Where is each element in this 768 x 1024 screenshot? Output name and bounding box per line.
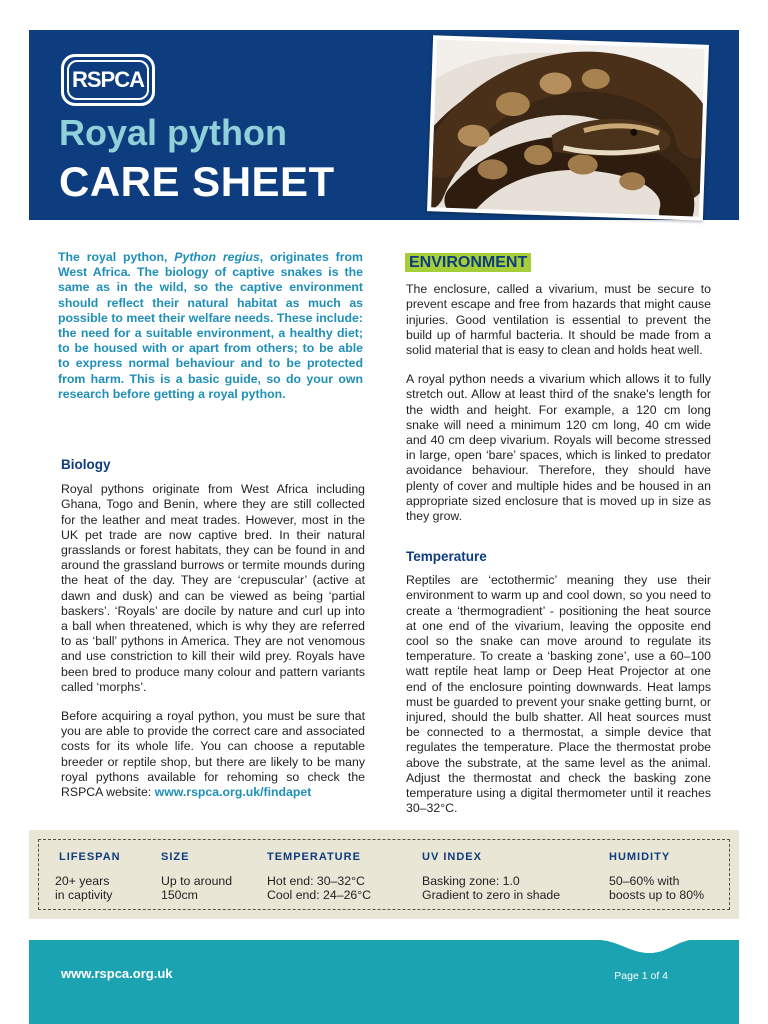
fact-label-lifespan: LIFESPAN — [59, 851, 121, 863]
temperature-paragraph-1: Reptiles are ‘ectothermic’ meaning they use their environment to warm up and cool down, so you need to create a ‘thermogradient’ - positioning the heat source at one end of the vivarium, leaving the opposite end cool so the snake can move around to regulate its temperature. To create a ‘basking zone’, use a 60–100 watt reptile heat lamp or Deep Heat Projector at one end of the enclosure pointing downwards. Heat lamps must be guarded to prevent your snake getting burnt, or injured, should the bulb shatter. All heat sources must be connected to a thermostat, a simple device that regulates the temperature. Place the thermostat probe above the substrate, at the same level as the animal. Adjust the thermostat and check the basking zone temperature using a digital thermometer until it reaches 30–32°C. — [406, 573, 711, 816]
fact-lifespan — [55, 850, 121, 903]
fact-label-size: SIZE — [161, 851, 190, 863]
fact-value-uv-index-2: Gradient to zero in shade — [422, 888, 561, 902]
species-latin-name: Python regius — [174, 250, 260, 264]
python-image — [431, 39, 705, 216]
rspca-logo[interactable] — [61, 54, 155, 106]
fact-label-uv-index: UV INDEX — [422, 851, 482, 863]
fact-value-temperature-1: Hot end: 30–32°C — [267, 873, 365, 888]
fact-value-uv-index-1: Basking zone: 1.0 — [422, 873, 520, 888]
page-title-species: Royal python — [59, 112, 288, 153]
fact-label-temperature: TEMPERATURE — [267, 851, 361, 863]
temperature-section — [406, 549, 711, 830]
page-number: Page 1 of 4 — [614, 970, 668, 982]
intro-paragraph — [58, 250, 363, 402]
fact-temperature — [267, 850, 371, 903]
environment-paragraph-2: A royal python needs a vivarium which allows it to fully stretch out. Allow at least third of the snake's length for the width and height. For example, a 120 cm long snake will need a minimum 120 cm long, 40 cm wide and 40 cm deep vivarium. Royals will become stressed in large, open ‘bare’ spaces, which is linked to predator avoidance behaviour. Therefore, they should have plenty of cover and multiple hides and be housed in an appropriate sized enclosure that is moved up in size as they grow. — [406, 372, 711, 524]
rspca-logo-text: RSPCA — [67, 60, 149, 100]
footer-bar — [29, 940, 739, 1024]
fact-humidity — [609, 850, 704, 903]
intro-text-start: The royal python, — [58, 250, 175, 264]
environment-heading: ENVIRONMENT — [405, 253, 531, 272]
fact-value-lifespan-2: in captivity — [55, 888, 113, 902]
page-title-caresheet: CARE SHEET — [59, 158, 335, 205]
key-facts-box — [29, 830, 739, 919]
biology-paragraph-2 — [61, 709, 365, 800]
biology-heading: Biology — [61, 457, 111, 472]
fact-value-humidity-2: boosts up to 80% — [609, 888, 705, 902]
findapet-link[interactable]: www.rspca.org.uk/findapet — [154, 785, 312, 800]
environment-paragraph-1: The enclosure, called a vivarium, must be secure to prevent escape and free from hazards that might cause injuries. Good ventilation is essential to prevent the build up of harmful bacteria. It should be made from a solid material that is easy to clean and holds heat well. — [406, 282, 711, 358]
intro-text-rest: , originates from West Africa. The biology of captive snakes is the same as in the wild, so the captive environment should reflect their natural habitat as much as possible to meet their welfare needs. These include: the need for a suitable environment, a healthy diet; to be housed with or apart from others; to be able to express normal behaviour and to be protected from harm. This is a basic guide, so do your own research before getting a royal python. — [58, 250, 363, 401]
fact-value-humidity-1: 50–60% with — [609, 873, 680, 888]
fact-value-size-2: 150cm — [161, 888, 198, 902]
biology-paragraph-1: Royal pythons originate from West Africa including Ghana, Togo and Benin, where they are still collected for the leather and meat trades. However, most in the UK pet trade are now captive bred. In their natural grasslands or forest habitats, they can be found in and around the grassland burrows or termite mounds during the heat of the day. They are ‘crepuscular’ (active at dawn and dusk) and can be viewed as being ‘partial baskers’. ‘Royals’ are docile by nature and curl up into a ball when threatened, which is why they are referred to as ‘ball’ pythons in America. They are not venomous and use constriction to kill their wild prey. Royals have been bred to produce many colour and pattern variants called ‘morphs’. — [61, 482, 365, 694]
footer-website-link[interactable]: www.rspca.org.uk — [61, 966, 173, 981]
temperature-heading: Temperature — [406, 549, 487, 564]
header-banner — [29, 30, 739, 220]
fact-value-lifespan-1: 20+ years — [55, 873, 110, 888]
biology-paragraph-2-text: Before acquiring a royal python, you must be sure that you are able to provide the correct care and associated costs for its whole life. You can choose a reputable breeder or reptile shop, but there are likely to be many royal pythons available for rehoming so check the RSPCA website: — [61, 709, 365, 800]
footer-wave-shape — [29, 939, 739, 963]
fact-value-temperature-2: Cool end: 24–26°C — [267, 888, 372, 902]
biology-section — [61, 457, 365, 814]
environment-section — [406, 253, 711, 538]
python-photo — [427, 35, 709, 221]
fact-value-size-1: Up to around — [161, 873, 233, 888]
fact-uv-index — [422, 850, 560, 903]
fact-size — [161, 850, 232, 903]
fact-label-humidity: HUMIDITY — [609, 851, 671, 863]
